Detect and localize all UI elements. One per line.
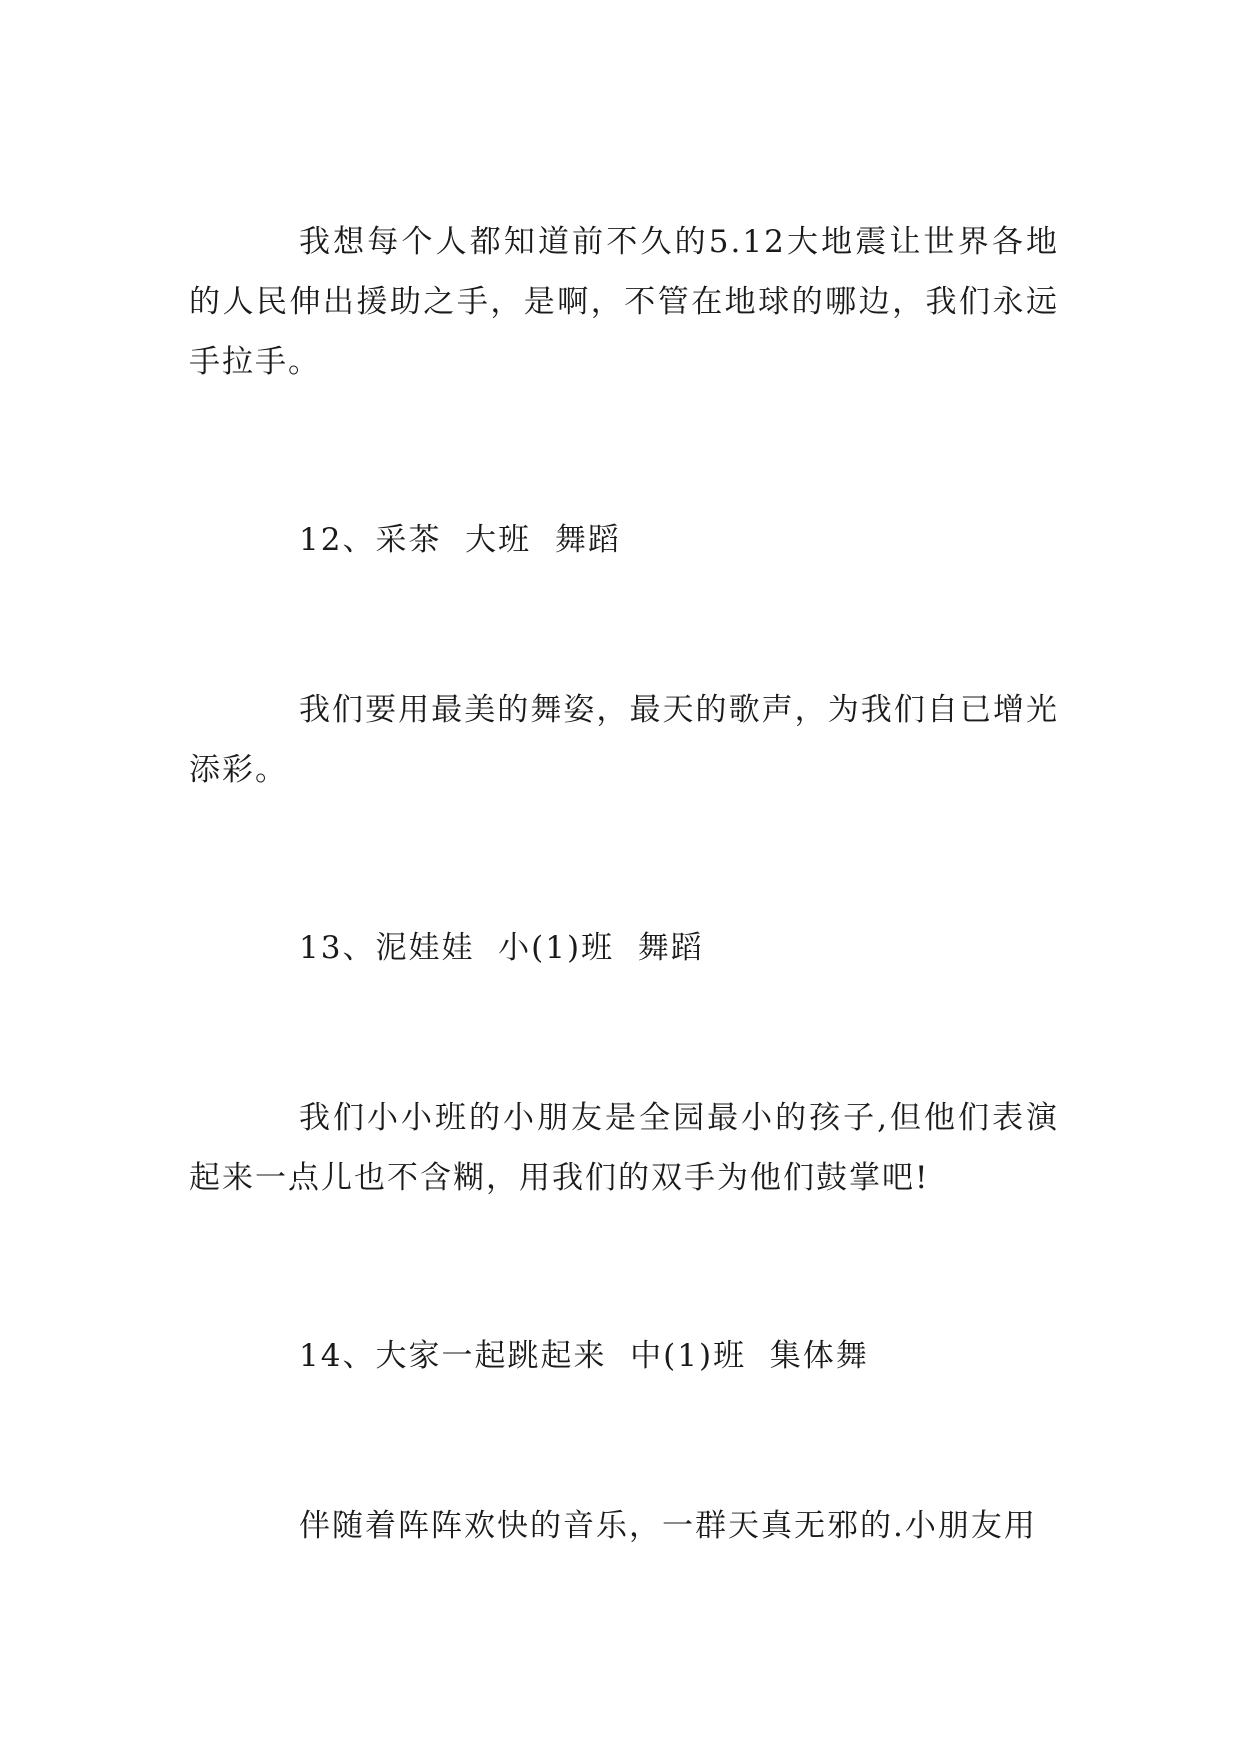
program-item-13-description: 我们小小班的小朋友是全园最小的孩子,但他们表演起来一点儿也不含糊，用我们的双手为他们鼓掌吧!	[189, 1100, 1059, 1196]
intro-paragraph: 我想每个人都知道前不久的5.12大地震让世界各地的人民伸出援助之手，是啊，不管在地球的哪边，我们永远手拉手。	[189, 224, 1059, 380]
program-item-13-heading: 13、泥娃娃 小(1)班 舞蹈	[299, 930, 704, 966]
program-item-14-description: 伴随着阵阵欢快的音乐，一群天真无邪的.小朋友用	[299, 1508, 1037, 1544]
program-item-12-heading: 12、采茶 大班 舞蹈	[299, 522, 621, 558]
program-item-14-heading: 14、大家一起跳起来 中(1)班 集体舞	[299, 1338, 869, 1374]
program-item-12-description: 我们要用最美的舞姿，最天的歌声，为我们自已增光添彩。	[189, 692, 1059, 788]
